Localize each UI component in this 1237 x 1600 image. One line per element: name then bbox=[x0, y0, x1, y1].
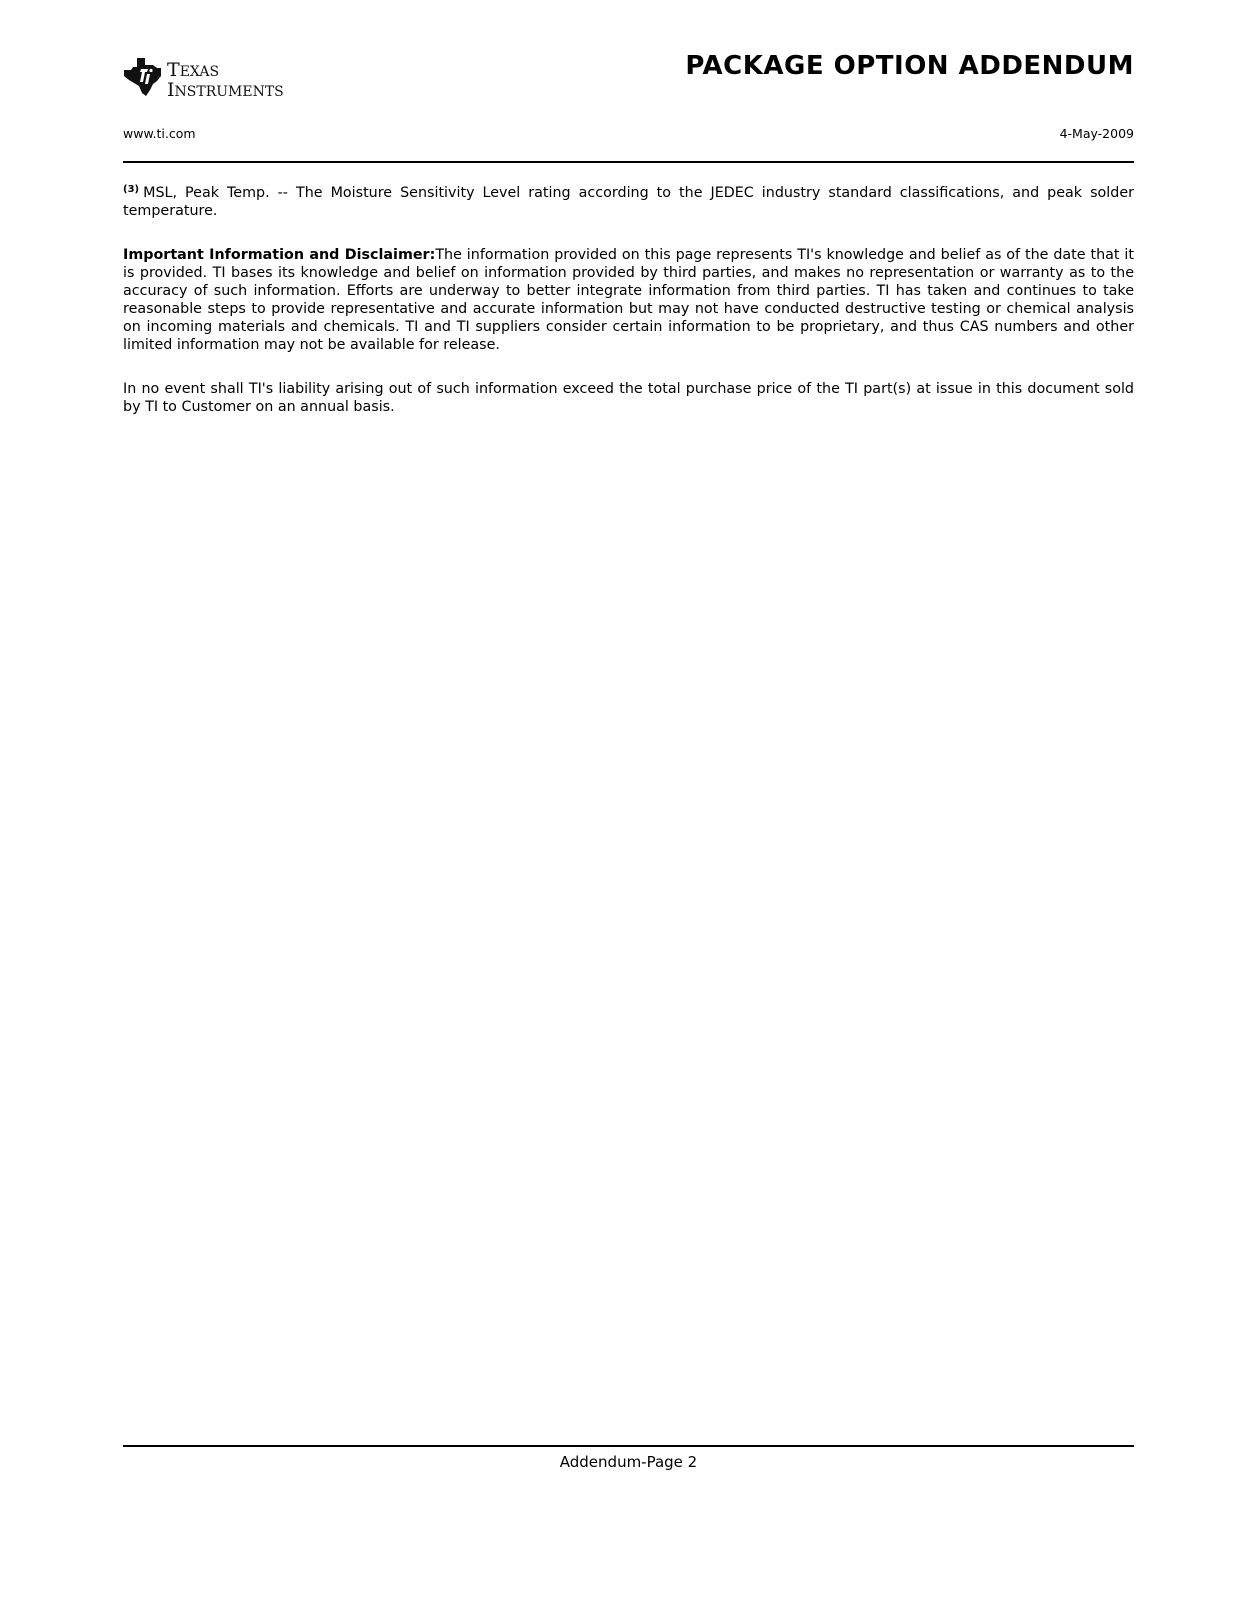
ti-logo bbox=[123, 56, 298, 100]
svg-text:INSTRUMENTS: INSTRUMENTS bbox=[167, 79, 284, 100]
disclaimer-paragraph bbox=[123, 246, 1134, 354]
page-number: Addendum-Page 2 bbox=[559, 1453, 698, 1471]
liability-paragraph: In no event shall TI's liability arising out of such information exceed the total purchase price of the TI part(s) at issue in this document sold by TI to Customer on an annual basis. bbox=[123, 381, 1134, 415]
footer-divider bbox=[123, 1445, 1134, 1447]
header-divider bbox=[123, 161, 1134, 163]
disclaimer-lead: Important Information and Disclaimer: bbox=[123, 247, 436, 263]
svg-text:TEXAS: TEXAS bbox=[167, 59, 220, 81]
site-url: www.ti.com bbox=[123, 126, 196, 141]
disclaimer-text: The information provided on this page represents TI's knowledge and belief as of the date that it is provided. TI bases its knowledge and belief on information provided by third parties, and makes no representation or warranty as to the accuracy of such information. Efforts are underway to better integrate information from third parties. TI has taken and continues to take reasonable steps to provide representative and accurate information but may not have conducted destructive testing or chemical analysis on incoming materials and chemicals. TI and TI suppliers consider certain information to be proprietary, and thus CAS numbers and other limited information may not be available for release. bbox=[123, 247, 1134, 353]
footnote-3-text: MSL, Peak Temp. -- The Moisture Sensitivity Level rating according to the JEDEC industry standard classifications, and peak solder temperature. bbox=[123, 185, 1134, 219]
footnote-3 bbox=[123, 181, 1134, 220]
document-body bbox=[123, 181, 1134, 416]
document-date: 4-May-2009 bbox=[1059, 126, 1134, 141]
footnote-marker: (3) bbox=[123, 184, 140, 195]
document-title: PACKAGE OPTION ADDENDUM bbox=[685, 51, 1134, 81]
